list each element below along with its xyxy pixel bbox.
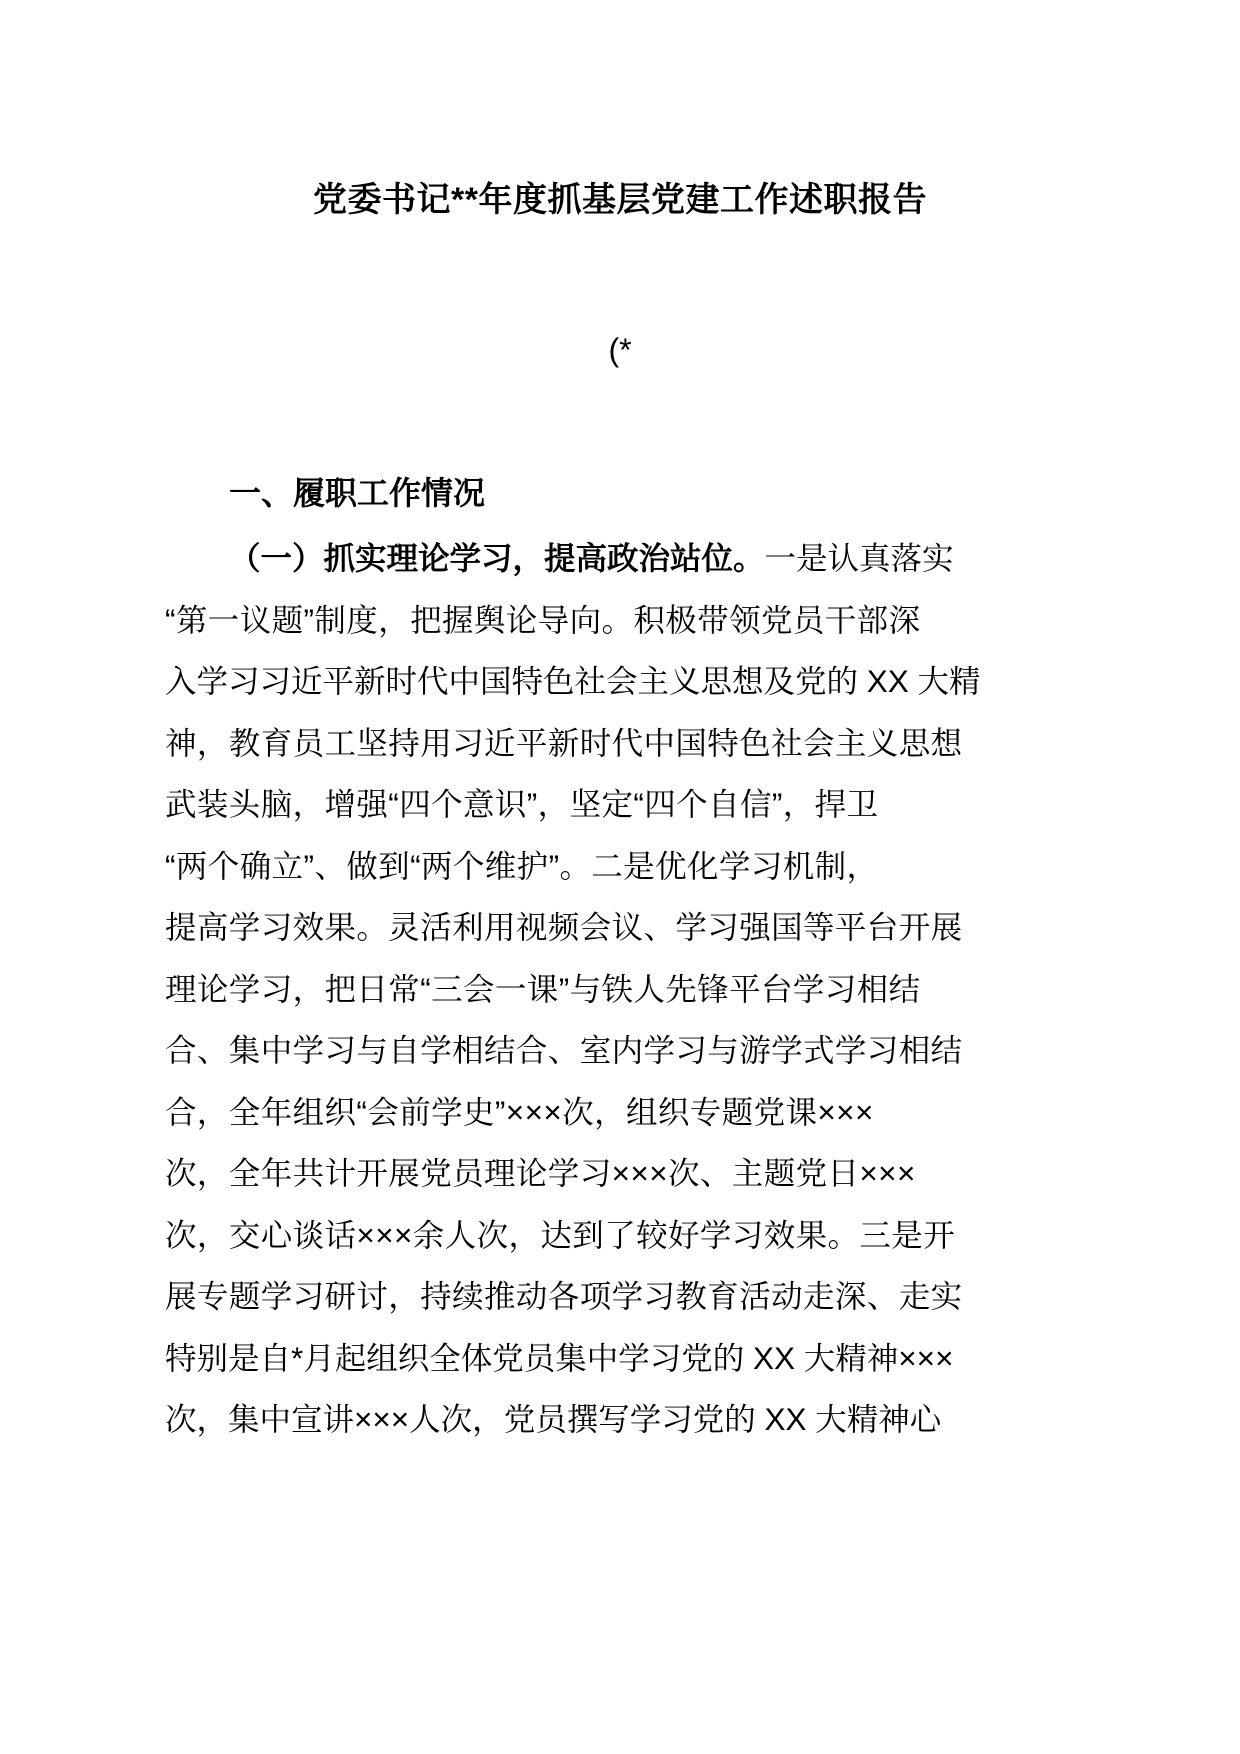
body-line: 合，全年组织“会前学史”×××次，组织专题党课××× bbox=[165, 1093, 874, 1130]
paragraph-lead-label: （一）抓实理论学习，提高政治站位。 bbox=[229, 540, 765, 576]
body-line: “两个确立”、做到“两个维护”。二是优化学习机制， bbox=[165, 847, 879, 884]
body-line: 提高学习效果。灵活利用视频会议、学习强国等平台开展 bbox=[165, 909, 963, 945]
section-heading-1: 一、履职工作情况 bbox=[229, 475, 486, 511]
body-line: 次，全年共计开展党员理论学习×××次、主题党日××× bbox=[165, 1155, 916, 1191]
body-line: 特别是自*月起组织全体党员集中学习党的 XX 大精神××× bbox=[165, 1339, 954, 1376]
body-line-tail: 一是认真落实 bbox=[764, 540, 954, 576]
page-title: 党委书记**年度抓基层党建工作述职报告 bbox=[313, 181, 927, 219]
body-line bbox=[165, 528, 965, 590]
body-line: 入学习习近平新时代中国特色社会主义思想及党的 XX 大精 bbox=[165, 663, 981, 699]
body-line: 武装头脑，增强“四个意识”，坚定“四个自信”，捍卫 bbox=[165, 786, 879, 822]
body-line: 神，教育员工坚持用习近平新时代中国特色社会主义思想 bbox=[165, 724, 963, 761]
body-paragraph-1 bbox=[165, 528, 981, 1451]
body-line: 次，集中宣讲×××人次，党员撰写学习党的 XX 大精神心 bbox=[165, 1401, 942, 1437]
body-line: 展专题学习研讨，持续推动各项学习教育活动走深、走实 bbox=[165, 1278, 963, 1314]
body-line: “第一议题”制度，把握舆论导向。积极带领党员干部深 bbox=[165, 601, 921, 638]
document-subtitle-marker: (* bbox=[608, 332, 632, 368]
body-line: 理论学习，把日常“三会一课”与铁人先锋平台学习相结 bbox=[165, 970, 921, 1007]
body-line: 合、集中学习与自学相结合、室内学习与游学式学习相结 bbox=[165, 1032, 963, 1068]
body-line: 次，交心谈话×××余人次，达到了较好学习效果。三是开 bbox=[165, 1216, 956, 1253]
